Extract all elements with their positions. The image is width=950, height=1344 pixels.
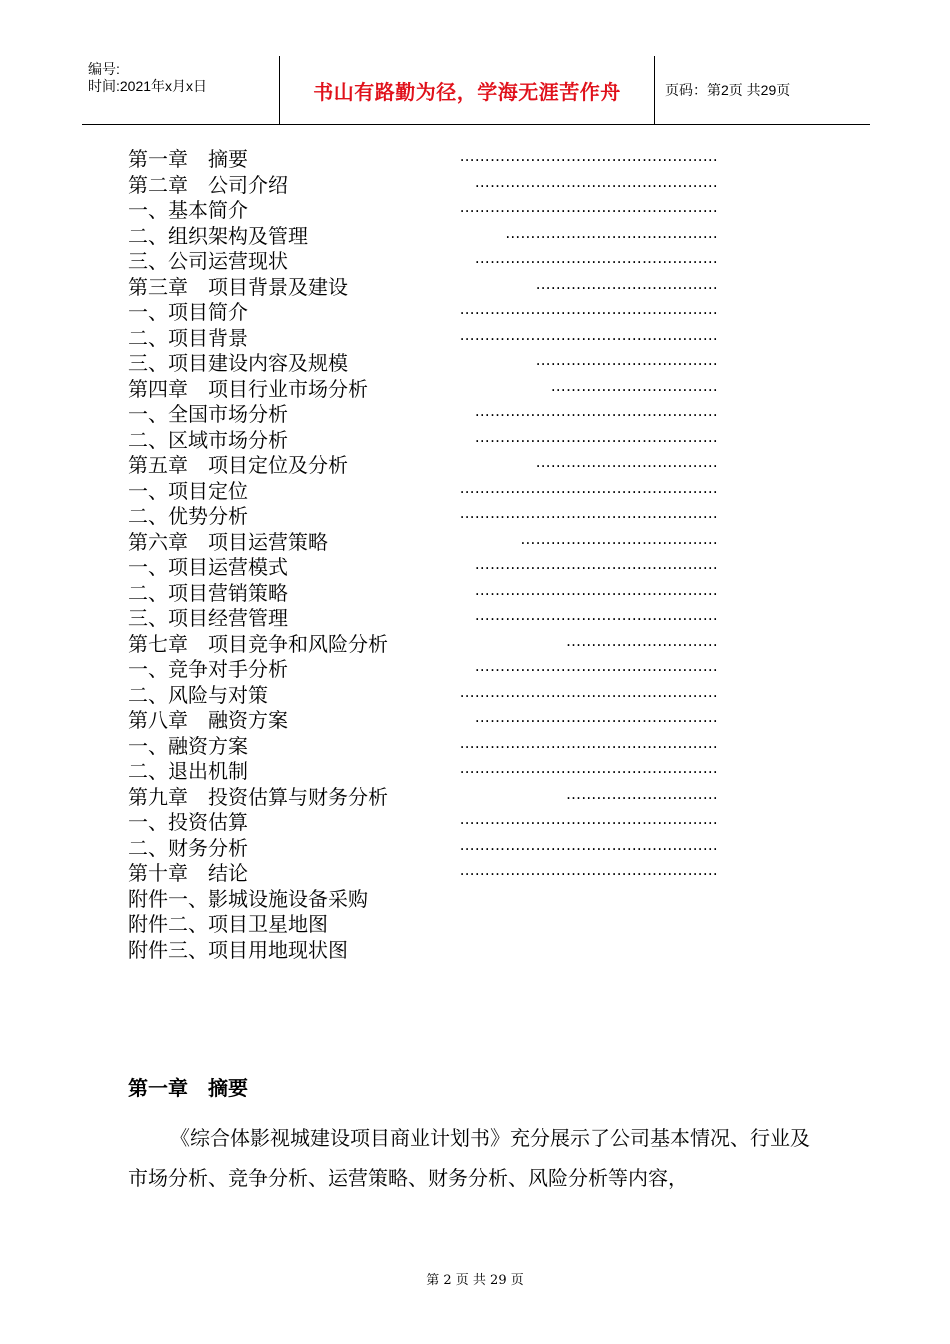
toc-leader-dots: ………………………………………… (474, 555, 718, 573)
toc-entry-label: 附件一、影城设施设备采购 (128, 886, 368, 911)
toc-leader-dots: …………………………………………… (459, 325, 718, 344)
toc-entry[interactable] (128, 938, 728, 964)
header-motto: 书山有路勤为径，学海无涯苦作舟 (280, 56, 655, 124)
summary-paragraph: 《综合体影视城建设项目商业计划书》充分展示了公司基本情况、行业及市场分析、竞争分析、运营策略、财务分析、风险分析等内容， (128, 1126, 810, 1190)
toc-entry-label: 第三章 项目背景及建设 (128, 274, 348, 299)
toc-entry-label: 一、项目简介 (128, 300, 248, 324)
toc-entry-label: 三、公司运营现状 (128, 249, 288, 273)
toc-leader-dots: ………………………………………… (474, 172, 718, 191)
toc-entry-label: 二、组织架构及管理 (128, 223, 308, 248)
toc-leader-dots: …………………………………………… (459, 504, 718, 522)
toc-leader-dots: ………………………… (566, 784, 718, 803)
toc-leader-dots: ………………………………………… (474, 249, 718, 267)
toc-entry-label: 一、项目运营模式 (128, 555, 288, 579)
toc-entry[interactable] (128, 912, 728, 938)
toc-entry-label: 一、融资方案 (128, 733, 248, 758)
toc-entry[interactable] (128, 887, 728, 913)
toc-entry[interactable] (128, 861, 728, 887)
toc-leader-dots: …………………………………… (505, 223, 718, 242)
toc-entry-label: 附件二、项目卫星地图 (128, 912, 328, 936)
toc-leader-dots: ………………………………………… (474, 402, 718, 420)
header-meta (82, 56, 280, 124)
toc-entry-label: 二、区域市场分析 (128, 427, 288, 452)
toc-leader-dots: ………………………………………… (474, 657, 718, 675)
toc-leader-dots: …………………………………………… (459, 147, 718, 165)
toc-leader-dots: ………………………………………… (474, 580, 718, 599)
toc-entry-label: 第十章 结论 (128, 861, 248, 885)
toc-entry-label: 一、项目定位 (128, 478, 248, 503)
toc-leader-dots: …………………………………………… (459, 759, 718, 777)
page-footer: 第 2 页 共 29 页 (426, 1273, 524, 1288)
section-title: 第一章 摘要 (128, 1076, 248, 1100)
toc-leader-dots: …………………………………………… (459, 835, 718, 854)
toc-leader-dots: …………………………………………… (459, 478, 718, 497)
toc-leader-dots: …………………………………………… (459, 198, 718, 216)
toc-leader-dots: ……………………………… (535, 274, 718, 293)
number-label: 编号: (88, 61, 120, 77)
toc-entry-label: 附件三、项目用地现状图 (128, 937, 348, 962)
toc-leader-dots: …………………………………………… (459, 300, 718, 318)
toc-entry-label: 二、项目背景 (128, 325, 248, 350)
toc-leader-dots: ……………………………… (535, 351, 718, 369)
toc-leader-dots: …………………………… (550, 376, 718, 395)
date-label: 时间:2021年x月x日 (88, 78, 208, 94)
page-header (82, 56, 870, 125)
toc-entry-label: 第九章 投资估算与财务分析 (128, 784, 388, 809)
toc-leader-dots: ………………………………………… (474, 708, 718, 726)
toc-entry-label: 二、项目营销策略 (128, 580, 288, 605)
toc-leader-dots: …………………………………………… (459, 682, 718, 701)
toc-entry-label: 三、项目建设内容及规模 (128, 351, 348, 375)
toc-entry-label: 第二章 公司介绍 (128, 172, 288, 197)
toc-leader-dots: …………………………………………… (459, 810, 718, 828)
toc-leader-dots: …………………………………………… (459, 733, 718, 752)
toc-entry-label: 二、退出机制 (128, 759, 248, 783)
toc-entry-label: 二、财务分析 (128, 835, 248, 860)
toc-entry-label: 一、基本简介 (128, 198, 248, 222)
toc-entry-label: 三、项目经营管理 (128, 606, 288, 630)
toc-entry-label: 一、全国市场分析 (128, 402, 288, 426)
toc-leader-dots: ……………………………… (535, 453, 718, 471)
toc-leader-dots: ………………………… (566, 631, 718, 650)
toc-entry-label: 第五章 项目定位及分析 (128, 453, 348, 477)
toc-leader-dots: ………………………………………… (474, 427, 718, 446)
toc-entry-label: 第七章 项目竞争和风险分析 (128, 631, 388, 656)
toc-entry-label: 二、优势分析 (128, 504, 248, 528)
toc-leader-dots: ………………………………… (520, 529, 718, 548)
toc-entry-label: 二、风险与对策 (128, 682, 268, 707)
toc-entry-label: 第一章 摘要 (128, 147, 248, 171)
toc-entry-label: 第四章 项目行业市场分析 (128, 376, 368, 401)
toc-entry-label: 第八章 融资方案 (128, 708, 288, 732)
table-of-contents (128, 147, 728, 963)
header-page-code: 页码：第2页 共29页 (665, 82, 791, 98)
toc-entry-label: 第六章 项目运营策略 (128, 529, 328, 554)
toc-entry-label: 一、竞争对手分析 (128, 657, 288, 681)
toc-entry-label: 一、投资估算 (128, 810, 248, 834)
toc-leader-dots: ………………………………………… (474, 606, 718, 624)
toc-leader-dots: …………………………………………… (459, 861, 718, 879)
